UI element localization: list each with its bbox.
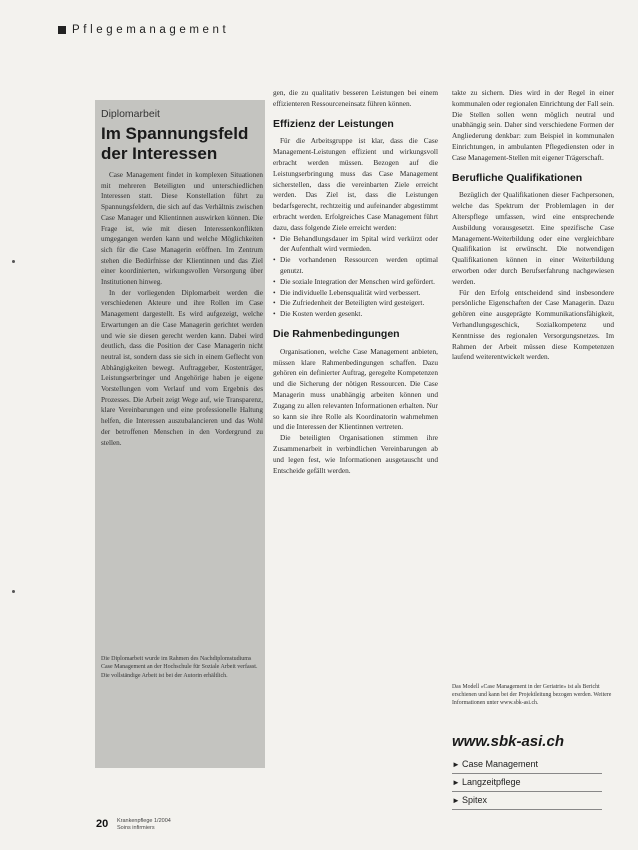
paragraph: Bezüglich der Qualifikationen dieser Fachpersonen, welche das Spektrum der Problemlagen in der Alterspflege umfassen, wird eine entsprechende Ausbildung vorausgesetzt. Eine spezifische Case Management-Weiterbildung oder eine vergleichbare Qualifikation ist erwünscht. Die notwendigen Qualifikationen können in einer Weiterbildung erworben oder durch Berufserfahrung nachgewiesen werden. xyxy=(452,190,614,286)
goals-list xyxy=(273,234,438,320)
website-link[interactable]: www.sbk-asi.ch xyxy=(452,733,564,750)
header-square-icon xyxy=(58,26,66,34)
heading-rahmenbedingungen: Die Rahmenbedingungen xyxy=(273,327,400,340)
page-number: 20 xyxy=(96,818,109,830)
arrow-right-icon: ► xyxy=(452,760,460,769)
paragraph: Für den Erfolg entscheidend sind insbesondere persönliche Eigenschaften der Case Managerin. Dazu gehören eine ausgeprägte Kommunikationsfähigkeit, Verhandlungsgeschick, Sozialkompetenz und Kenntnisse des regionalen Versorgungsnetzes. Im Rahmen der Arbeit müssen diese Kompetenzen laufend weiterentwickelt werden. xyxy=(452,287,614,362)
arrow-right-icon: ► xyxy=(452,778,460,787)
sidebar-paragraph: Case Management findet in komplexen Situationen mit mehreren Beteiligten und unterschiedlichen Interessen statt. Diese Konstellation führt zu Spannungsfeldern, die sich auf das Verhältnis zwischen Case Manager und Klientinnen auswirken können. Die Frage ist, wie mit diesen Interessenkonflikten umgegangen werden kann und welche Möglichkeiten sich für die Case Managerin eröffnen. Im Zentrum stehen die Bedürfnisse der Klientinnen und das Ziel einer koordinierten, wirkungsvollen Versorgung über Institutionen hinweg. xyxy=(101,171,263,287)
heading-qualifikationen: Berufliche Qualifikationen xyxy=(452,171,583,184)
paragraph: takte zu sichern. Dies wird in der Regel in einer kommunalen oder regionalen Einrichtung der Fall sein. Die Stellen sollen wenn möglich neutral und unabhängig sein. Daher sind verschiedene Formen der Angliederung denkbar: zum Beispiel in kommunalen Einrichtungen, in ambulanten Pflegediensten oder in Case Management-Stellen mit eigener Trägerschaft. xyxy=(452,88,614,162)
link-list xyxy=(452,756,602,810)
paragraph: gen, die zu qualitativ besseren Leistungen bei einem effizienteren Ressourceneinsatz führen können. xyxy=(273,88,438,108)
section-title: Pflegemanagement xyxy=(72,24,230,36)
link-spitex[interactable] xyxy=(452,792,602,810)
heading-effizienz: Effizienz der Leistungen xyxy=(273,117,394,130)
sidebar-note-line: Die vollständige Arbeit ist bei der Autorin erhältlich. xyxy=(101,672,228,679)
publication-line: Krankenpflege 1/2004 xyxy=(117,818,171,824)
paragraph: Organisationen, welche Case Management anbieten, müssen klare Rahmenbedingungen schaffen. Dazu gehören ein definierter Auftrag, geregelte Kompetenzen und die Sicherung der nötigen Ressourcen. Die Case Managerin muss unabhängig arbeiten können und Zugang zu allen relevanten Informationen erhalten. Nur so kann sie ihre Rolle als Koordinatorin wahrnehmen und die Interessen der Klientinnen vertreten. xyxy=(273,346,438,432)
list-item: • Die Kosten werden gesenkt. xyxy=(273,309,438,320)
scan-dot xyxy=(12,260,15,263)
sidebar-note-line: Die Diplomarbeit wurde im Rahmen des Nachdiplomstudiums Case Management an der Hochschule für Soziale Arbeit verfasst. xyxy=(101,656,258,671)
footnote: Das Modell «Case Management in der Geriatrie» ist als Bericht erschienen und kann bei der Projektleitung bezogen werden. Weitere Informationen unter www.sbk-asi.ch. xyxy=(452,684,612,706)
column-middle xyxy=(273,88,438,476)
sidebar-body xyxy=(101,170,263,448)
sidebar-box xyxy=(95,100,265,768)
list-item: • Die Zufriedenheit der Beteiligten wird gesteigert. xyxy=(273,298,438,309)
scan-dot xyxy=(12,590,15,593)
link-label: Spitex xyxy=(462,795,488,805)
sidebar-note xyxy=(101,655,263,680)
link-label: Case Management xyxy=(462,759,539,769)
paragraph: Für die Arbeitsgruppe ist klar, dass die Case Management-Leistungen effizient und wirkungsvoll erbracht werden müssen. Bezogen auf die Leistungserbringung muss das Case Management sicherstellen, dass die vereinbarten Ziele erreicht werden. Das Ziel ist, dass die Leistungen bedarfsgerecht, rechtzeitig und aufeinander abgestimmt erbracht werden. Erfolgreiches Case Management führt dazu, dass folgende Ziele erreicht werden: xyxy=(273,136,438,232)
sidebar-title: Im Spannungsfeld der Interessen xyxy=(101,124,249,163)
page-header xyxy=(58,24,229,36)
list-item: • Die individuelle Lebensqualität wird verbessert. xyxy=(273,288,438,299)
column-right xyxy=(452,88,614,363)
list-item: • Die soziale Integration der Menschen wird gefördert. xyxy=(273,277,438,288)
publication-info xyxy=(117,818,171,832)
paragraph: Die beteiligten Organisationen stimmen ihre Zusammenarbeit in verbindlichen Vereinbarungen ab und legen fest, wie Informationen ausgetauscht und Entscheide gefällt werden. xyxy=(273,433,438,475)
list-item: • Die vorhandenen Ressourcen werden optimal genutzt. xyxy=(273,255,438,277)
sidebar-paragraph: In der vorliegenden Diplomarbeit werden die verschiedenen Akteure und ihre Rollen im Case Management dargestellt. Es wird aufgezeigt, welche Erwartungen an die Case Managerin gerichtet werden und wie sie diesen gerecht werden kann. Dabei wird deutlich, dass die Position der Case Managerin nicht neutral ist, sondern dass sie sich in einem Geflecht von Abhängigkeiten bewegt. Auftraggeber, Kostenträger, Leistungserbringer und Angehörige haben je eigene Vorstellungen vom Verlauf und vom Ergebnis des Prozesses. Die Arbeit zeigt Wege auf, wie Transparenz, klare Vereinbarungen und eine professionelle Haltung helfen, die Interessen auszubalancieren und das Wohl der betroffenen Menschen in den Vordergrund zu stellen. xyxy=(101,288,263,447)
publication-line: Soins infirmiers xyxy=(117,825,155,831)
link-langzeitpflege[interactable] xyxy=(452,774,602,792)
arrow-right-icon: ► xyxy=(452,796,460,805)
list-item: • Die Behandlungsdauer im Spital wird verkürzt oder der Aufenthalt wird vermieden. xyxy=(273,234,438,256)
link-label: Langzeitpflege xyxy=(462,777,521,787)
link-case-management[interactable] xyxy=(452,756,602,774)
sidebar-tagline: Diplomarbeit xyxy=(101,108,160,120)
